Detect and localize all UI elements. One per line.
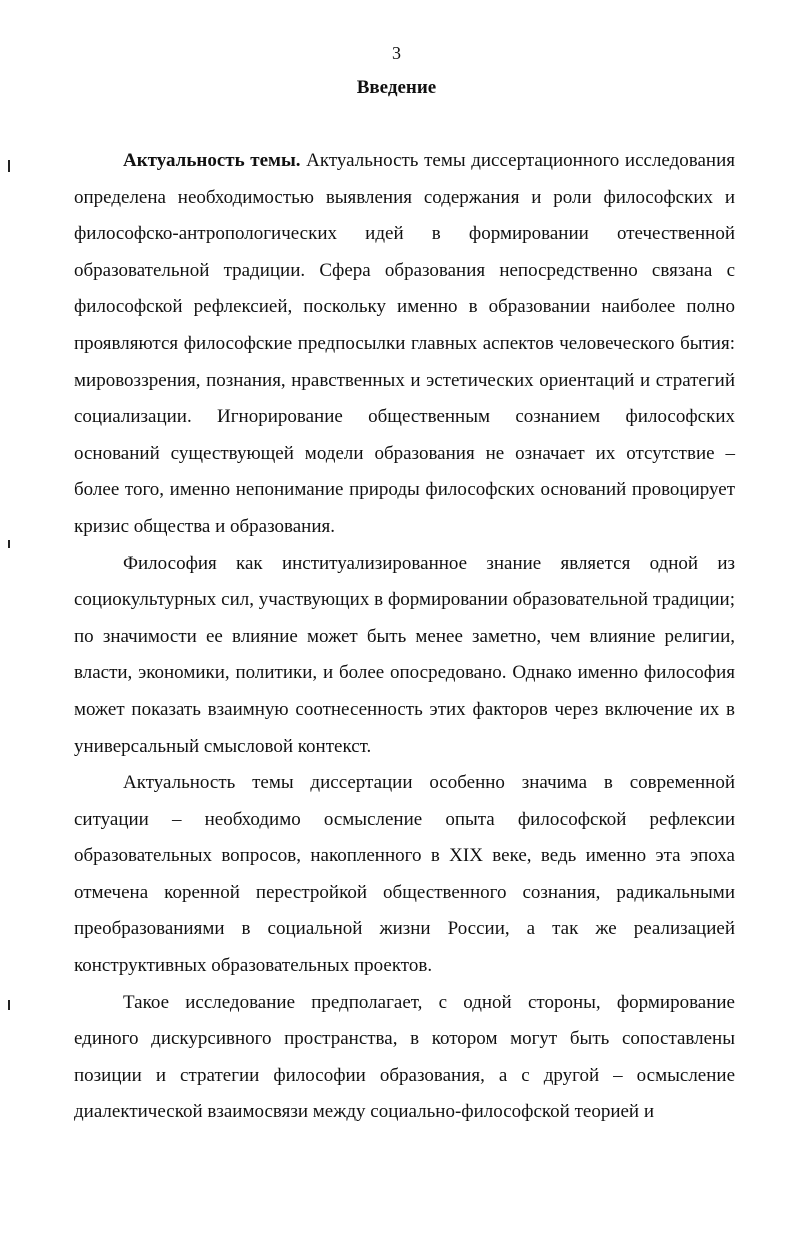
document-body bbox=[74, 143, 735, 1131]
paragraph-2: Философия как институализированное знание является одной из социокультурных сил, участвующих в формировании образовательной традиции; по значимости ее влияние может быть менее заметно, чем влияние религии, власти, экономики, политики, и более опосредовано. Однако именно философия может показать взаимную соотнесенность этих факторов через включение их в универсальный смысловой контекст. bbox=[74, 552, 735, 757]
margin-mark bbox=[8, 1000, 10, 1010]
paragraph-text: Актуальность темы диссертационного исследования определена необходимостью выявления содержания и роли философских и философско-антропологических идей в формировании отечественной образовательной традиции. Сфера образования непосредственно связана с философской рефлексией, поскольку именно в образовании наиболее полно проявляются философские предпосылки главных аспектов человеческого бытия: мировоззрения, познания, нравственных и эстетических ориентаций и стратегий социализации. Игнорирование общественным сознанием философских оснований существующей модели образования не означает их отсутствие – более того, именно непонимание природы философских оснований провоцирует кризис общества и образования. bbox=[74, 150, 735, 537]
page-number: 3 bbox=[392, 43, 401, 63]
margin-mark bbox=[8, 160, 10, 172]
margin-mark bbox=[8, 540, 10, 548]
paragraph-3: Актуальность темы диссертации особенно значима в современной ситуации – необходимо осмысление опыта философской рефлексии образовательных вопросов, накопленного в XIX веке, ведь именно эта эпоха отмечена коренной перестройкой общественного сознания, радикальными преобразованиями в социальной жизни России, а так же реализацией конструктивных образовательных проектов. bbox=[74, 772, 735, 977]
paragraph-4: Такое исследование предполагает, с одной стороны, формирование единого дискурсивного пространства, в котором могут быть сопоставлены позиции и стратегии философии образования, а с другой – осмысление диалектической взаимосвязи между социально-философской теорией и bbox=[74, 991, 735, 1123]
paragraph-1 bbox=[74, 143, 735, 546]
paragraph-lead: Актуальность темы. bbox=[123, 150, 301, 171]
page-title: Введение bbox=[356, 77, 437, 98]
